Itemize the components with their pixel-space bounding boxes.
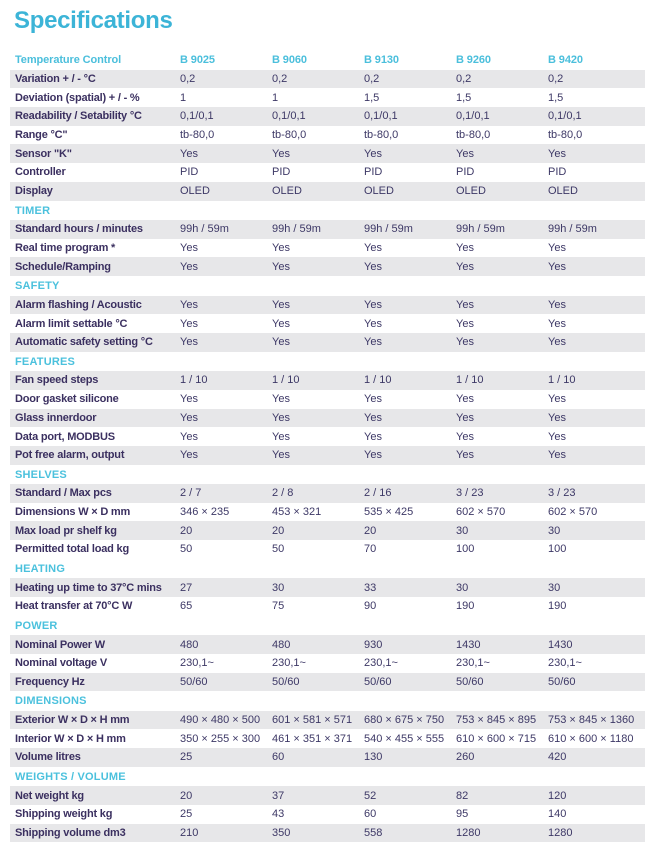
row-value: Yes xyxy=(180,298,198,311)
row-value: tb-80,0 xyxy=(548,129,583,142)
row-value: 20 xyxy=(180,524,193,537)
row-label: Max load pr shelf kg xyxy=(15,524,117,537)
table-row xyxy=(10,711,645,730)
row-value: 50/60 xyxy=(364,675,392,688)
row-value: OLED xyxy=(272,185,302,198)
row-value: 230,1~ xyxy=(272,657,306,670)
row-value: 601 × 581 × 571 xyxy=(272,714,353,727)
row-label: Variation + / - °C xyxy=(15,73,96,86)
table-row xyxy=(10,578,645,597)
row-value: 1,5 xyxy=(364,91,380,104)
table-row xyxy=(10,107,645,126)
row-value: Yes xyxy=(272,393,290,406)
row-value: PID xyxy=(364,166,383,179)
row-value: 753 × 845 × 1360 xyxy=(548,714,635,727)
row-value: 20 xyxy=(272,524,285,537)
row-value: Yes xyxy=(180,260,198,273)
row-value: Yes xyxy=(456,317,474,330)
row-label: Interior W × D × H mm xyxy=(15,732,126,745)
row-label: Door gasket silicone xyxy=(15,393,119,406)
column-header-model: B 9260 xyxy=(456,54,491,67)
row-value: 1280 xyxy=(548,827,573,840)
table-row xyxy=(10,333,645,352)
row-value: 130 xyxy=(364,751,383,764)
row-value: 75 xyxy=(272,600,285,613)
row-value: 95 xyxy=(456,808,469,821)
row-value: Yes xyxy=(548,317,566,330)
row-value: 480 xyxy=(272,638,291,651)
row-value: 3 / 23 xyxy=(456,487,484,500)
row-value: 1430 xyxy=(548,638,573,651)
row-label: Nominal Power W xyxy=(15,638,105,651)
specifications-table xyxy=(10,51,645,842)
table-row xyxy=(10,484,645,503)
row-value: Yes xyxy=(272,430,290,443)
row-value: 540 × 455 × 555 xyxy=(364,732,445,745)
row-value: 20 xyxy=(180,789,193,802)
row-label: Alarm flashing / Acoustic xyxy=(15,298,142,311)
row-value: 0,1/0,1 xyxy=(364,110,398,123)
row-value: Yes xyxy=(456,393,474,406)
row-value: Yes xyxy=(456,430,474,443)
row-value: Yes xyxy=(180,317,198,330)
table-row xyxy=(10,540,645,559)
row-value: Yes xyxy=(272,449,290,462)
row-value: 90 xyxy=(364,600,377,613)
row-value: Yes xyxy=(456,147,474,160)
row-value: Yes xyxy=(364,242,382,255)
row-value: Yes xyxy=(180,411,198,424)
table-row xyxy=(10,805,645,824)
row-value: 2 / 16 xyxy=(364,487,392,500)
row-label: Net weight kg xyxy=(15,789,84,802)
row-value: 753 × 845 × 895 xyxy=(456,714,537,727)
row-value: 50/60 xyxy=(456,675,484,688)
row-value: 350 xyxy=(272,827,291,840)
row-value: OLED xyxy=(548,185,578,198)
row-value: 1 / 10 xyxy=(548,374,576,387)
table-row xyxy=(10,597,645,616)
row-value: 99h / 59m xyxy=(180,223,229,236)
row-value: PID xyxy=(548,166,567,179)
row-value: Yes xyxy=(364,411,382,424)
row-label: Schedule/Ramping xyxy=(15,260,111,273)
row-value: 0,2 xyxy=(272,73,288,86)
section-title: TIMER xyxy=(15,204,51,217)
row-value: 558 xyxy=(364,827,383,840)
row-value: OLED xyxy=(456,185,486,198)
row-value: Yes xyxy=(364,260,382,273)
row-value: Yes xyxy=(548,298,566,311)
table-header-row xyxy=(10,51,645,70)
row-value: 346 × 235 xyxy=(180,506,230,519)
row-value: 420 xyxy=(548,751,567,764)
table-row xyxy=(10,786,645,805)
row-value: 25 xyxy=(180,808,193,821)
page-title: Specifications xyxy=(14,7,173,34)
column-header-model: B 9025 xyxy=(180,54,215,67)
table-row xyxy=(10,729,645,748)
row-label: Fan speed steps xyxy=(15,374,99,387)
row-value: 453 × 321 xyxy=(272,506,322,519)
row-value: 100 xyxy=(548,543,567,556)
table-row xyxy=(10,371,645,390)
row-value: Yes xyxy=(456,260,474,273)
row-value: Yes xyxy=(456,242,474,255)
row-label: Shipping weight kg xyxy=(15,808,113,821)
row-value: Yes xyxy=(180,449,198,462)
table-row xyxy=(10,296,645,315)
row-value: 20 xyxy=(364,524,377,537)
row-value: 1 xyxy=(180,91,187,104)
row-value: tb-80,0 xyxy=(180,129,215,142)
row-value: Yes xyxy=(456,336,474,349)
row-value: 602 × 570 xyxy=(456,506,506,519)
row-value: 50 xyxy=(272,543,285,556)
row-value: PID xyxy=(456,166,475,179)
row-label: Data port, MODBUS xyxy=(15,430,115,443)
row-value: Yes xyxy=(272,298,290,311)
table-row xyxy=(10,409,645,428)
row-value: 1430 xyxy=(456,638,481,651)
row-value: Yes xyxy=(272,260,290,273)
table-row xyxy=(10,163,645,182)
table-row xyxy=(10,88,645,107)
row-value: 2 / 7 xyxy=(180,487,202,500)
table-row xyxy=(10,673,645,692)
table-row xyxy=(10,824,645,843)
table-row xyxy=(10,126,645,145)
row-label: Glass innerdoor xyxy=(15,411,97,424)
row-label: Display xyxy=(15,185,53,198)
row-value: 1 / 10 xyxy=(364,374,392,387)
row-value: PID xyxy=(272,166,291,179)
row-value: 350 × 255 × 300 xyxy=(180,732,261,745)
row-value: Yes xyxy=(364,430,382,443)
section-title: DIMENSIONS xyxy=(15,695,87,708)
row-label: Heating up time to 37°C mins xyxy=(15,581,162,594)
table-row xyxy=(10,70,645,89)
row-value: 230,1~ xyxy=(180,657,214,670)
row-label: Controller xyxy=(15,166,66,179)
row-value: PID xyxy=(180,166,199,179)
table-row xyxy=(10,748,645,767)
table-row xyxy=(10,220,645,239)
row-value: 230,1~ xyxy=(548,657,582,670)
row-value: 43 xyxy=(272,808,285,821)
row-value: tb-80,0 xyxy=(456,129,491,142)
row-value: Yes xyxy=(180,242,198,255)
row-value: 535 × 425 xyxy=(364,506,414,519)
row-value: 0,2 xyxy=(456,73,472,86)
row-value: Yes xyxy=(364,449,382,462)
row-value: OLED xyxy=(364,185,394,198)
row-value: Yes xyxy=(364,336,382,349)
row-value: 30 xyxy=(548,581,561,594)
row-value: 37 xyxy=(272,789,285,802)
row-value: Yes xyxy=(456,449,474,462)
row-label: Sensor "K" xyxy=(15,147,72,160)
row-value: Yes xyxy=(456,298,474,311)
row-label: Shipping volume dm3 xyxy=(15,827,126,840)
row-value: 99h / 59m xyxy=(272,223,321,236)
row-value: 60 xyxy=(364,808,377,821)
row-value: 50/60 xyxy=(272,675,300,688)
row-value: Yes xyxy=(548,393,566,406)
row-label: Real time program * xyxy=(15,242,116,255)
row-label: Volume litres xyxy=(15,751,81,764)
row-value: 461 × 351 × 371 xyxy=(272,732,353,745)
row-label: Exterior W × D × H mm xyxy=(15,714,130,727)
row-value: 30 xyxy=(456,581,469,594)
row-value: 260 xyxy=(456,751,475,764)
row-value: 99h / 59m xyxy=(456,223,505,236)
row-value: 610 × 600 × 715 xyxy=(456,732,537,745)
table-row xyxy=(10,427,645,446)
column-header-model: B 9130 xyxy=(364,54,399,67)
row-value: Yes xyxy=(180,393,198,406)
row-value: Yes xyxy=(180,336,198,349)
section-title: WEIGHTS / VOLUME xyxy=(15,770,126,783)
row-value: 490 × 480 × 500 xyxy=(180,714,261,727)
row-value: 230,1~ xyxy=(456,657,490,670)
row-value: 0,1/0,1 xyxy=(180,110,214,123)
row-value: 1,5 xyxy=(456,91,472,104)
row-value: 230,1~ xyxy=(364,657,398,670)
row-value: 0,2 xyxy=(548,73,564,86)
row-value: 602 × 570 xyxy=(548,506,598,519)
row-value: 0,2 xyxy=(364,73,380,86)
row-value: Yes xyxy=(456,411,474,424)
row-value: 100 xyxy=(456,543,475,556)
row-value: 0,1/0,1 xyxy=(272,110,306,123)
section-title: POWER xyxy=(15,619,58,632)
table-row xyxy=(10,390,645,409)
row-value: 1280 xyxy=(456,827,481,840)
row-value: 190 xyxy=(548,600,567,613)
row-value: Yes xyxy=(548,430,566,443)
row-value: 1 xyxy=(272,91,279,104)
row-value: 680 × 675 × 750 xyxy=(364,714,445,727)
row-value: Yes xyxy=(272,147,290,160)
section-title: SHELVES xyxy=(15,468,67,481)
row-value: 0,1/0,1 xyxy=(548,110,582,123)
row-value: 52 xyxy=(364,789,377,802)
row-value: 1,5 xyxy=(548,91,564,104)
row-value: Yes xyxy=(272,242,290,255)
row-label: Pot free alarm, output xyxy=(15,449,125,462)
row-value: 33 xyxy=(364,581,377,594)
row-label: Standard hours / minutes xyxy=(15,223,143,236)
row-value: 30 xyxy=(548,524,561,537)
table-row xyxy=(10,257,645,276)
row-value: 210 xyxy=(180,827,199,840)
row-label: Range °C" xyxy=(15,129,68,142)
row-value: 930 xyxy=(364,638,383,651)
row-value: Yes xyxy=(548,242,566,255)
row-label: Heat transfer at 70°C W xyxy=(15,600,133,613)
row-value: 27 xyxy=(180,581,193,594)
row-value: 1 / 10 xyxy=(456,374,484,387)
row-value: 120 xyxy=(548,789,567,802)
row-value: Yes xyxy=(364,317,382,330)
row-value: Yes xyxy=(548,411,566,424)
row-value: 140 xyxy=(548,808,567,821)
row-value: Yes xyxy=(548,147,566,160)
row-value: 82 xyxy=(456,789,469,802)
row-value: 65 xyxy=(180,600,193,613)
row-value: Yes xyxy=(180,147,198,160)
table-row xyxy=(10,144,645,163)
row-value: 2 / 8 xyxy=(272,487,294,500)
row-label: Dimensions W × D mm xyxy=(15,506,131,519)
row-value: 99h / 59m xyxy=(548,223,597,236)
row-label: Deviation (spatial) + / - % xyxy=(15,91,140,104)
row-value: 480 xyxy=(180,638,199,651)
row-value: Yes xyxy=(364,298,382,311)
row-value: Yes xyxy=(548,336,566,349)
row-value: 3 / 23 xyxy=(548,487,576,500)
row-value: Yes xyxy=(364,147,382,160)
row-label: Permitted total load kg xyxy=(15,543,129,556)
table-row xyxy=(10,446,645,465)
row-label: Alarm limit settable °C xyxy=(15,317,128,330)
row-label: Readability / Setability °C xyxy=(15,110,142,123)
row-label: Standard / Max pcs xyxy=(15,487,112,500)
row-label: Frequency Hz xyxy=(15,675,85,688)
column-header-model: B 9420 xyxy=(548,54,583,67)
section-title: SAFETY xyxy=(15,280,60,293)
row-value: Yes xyxy=(548,449,566,462)
row-value: 190 xyxy=(456,600,475,613)
row-value: Yes xyxy=(548,260,566,273)
row-value: 50/60 xyxy=(180,675,208,688)
table-row xyxy=(10,654,645,673)
row-value: 50/60 xyxy=(548,675,576,688)
row-label: Automatic safety setting °C xyxy=(15,336,153,349)
table-row xyxy=(10,503,645,522)
row-label: Nominal voltage V xyxy=(15,657,107,670)
row-value: tb-80,0 xyxy=(364,129,399,142)
section-title: HEATING xyxy=(15,562,66,575)
table-row xyxy=(10,239,645,258)
row-value: 30 xyxy=(456,524,469,537)
table-row xyxy=(10,635,645,654)
row-value: Yes xyxy=(180,430,198,443)
row-value: 1 / 10 xyxy=(272,374,300,387)
row-value: 610 × 600 × 1180 xyxy=(548,732,634,745)
row-value: 0,1/0,1 xyxy=(456,110,490,123)
row-value: 0,2 xyxy=(180,73,196,86)
row-value: 60 xyxy=(272,751,285,764)
row-value: OLED xyxy=(180,185,210,198)
row-value: 25 xyxy=(180,751,193,764)
row-value: Yes xyxy=(272,317,290,330)
row-value: 50 xyxy=(180,543,193,556)
row-value: Yes xyxy=(272,411,290,424)
row-value: 70 xyxy=(364,543,377,556)
table-row xyxy=(10,521,645,540)
row-value: 99h / 59m xyxy=(364,223,413,236)
row-value: Yes xyxy=(272,336,290,349)
row-value: 1 / 10 xyxy=(180,374,208,387)
row-value: Yes xyxy=(364,393,382,406)
table-row xyxy=(10,314,645,333)
table-body xyxy=(10,70,645,843)
row-value: 30 xyxy=(272,581,285,594)
row-value: tb-80,0 xyxy=(272,129,307,142)
column-header-model: B 9060 xyxy=(272,54,307,67)
column-header-temperature-control: Temperature Control xyxy=(15,54,122,67)
table-row xyxy=(10,182,645,201)
section-title: FEATURES xyxy=(15,355,76,368)
